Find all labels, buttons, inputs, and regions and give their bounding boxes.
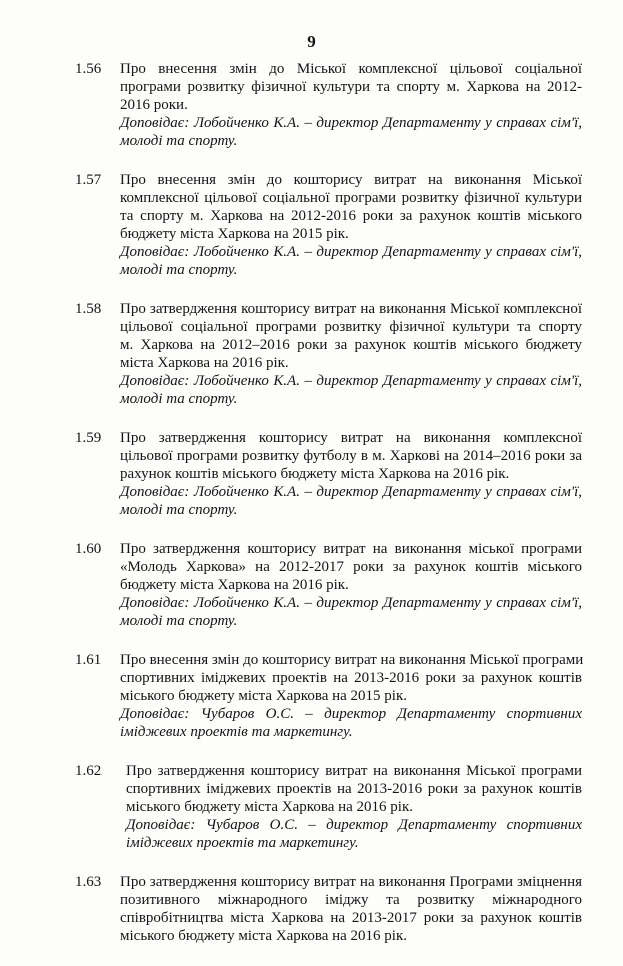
- item-body: [120, 540, 582, 630]
- item-number: 1.61: [75, 652, 102, 668]
- item-text-line: співробітництва міста Харкова на 2013-2017 роки за рахунок коштів: [120, 910, 582, 926]
- agenda-item-1-62: [0, 762, 623, 852]
- agenda-item-1-61: [0, 651, 623, 741]
- speaker-line: Доповідає: Лобойченко К.А. – директор Департаменту у справах сім'ї,: [120, 115, 582, 131]
- item-text-line: та спорту м. Харкова на 2012-2016 роки за рахунок коштів міського: [120, 208, 582, 224]
- item-body: [126, 762, 582, 852]
- speaker-line: Доповідає: Лобойченко К.А. – директор Департаменту у справах сім'ї,: [120, 244, 582, 260]
- item-number: 1.63: [75, 874, 102, 890]
- speaker-line: Доповідає: Лобойченко К.А. – директор Департаменту у справах сім'ї,: [120, 484, 582, 500]
- item-text-line: Про затвердження кошторису витрат на виконання міської програми: [120, 541, 582, 557]
- item-body: [120, 60, 582, 150]
- item-text-line: бюджету міста Харкова на 2016 рік.: [120, 577, 349, 593]
- item-text-line: спортивних іміджевих проектів на 2013-2016 роки за рахунок коштів: [120, 670, 582, 686]
- item-text-line: рахунок коштів міського бюджету міста Харкова на 2016 рік.: [120, 466, 510, 482]
- item-text-line: міського бюджету міста Харкова на 2015 рік.: [120, 688, 408, 704]
- item-body: [120, 300, 582, 408]
- speaker-line: молоді та спорту.: [120, 262, 238, 278]
- item-text-line: бюджету міста Харкова на 2015 рік.: [120, 226, 349, 242]
- item-body: [120, 171, 582, 279]
- speaker-line: Доповідає: Лобойченко К.А. – директор Департаменту у справах сім'ї,: [120, 595, 582, 611]
- agenda-item-1-59: [0, 429, 623, 519]
- item-text-line: Про затвердження кошторису витрат на виконання Міської програми: [126, 763, 582, 779]
- item-body: [120, 429, 582, 519]
- speaker-line: Доповідає: Чубаров О.С. – директор Департаменту спортивних: [126, 817, 582, 833]
- item-number: 1.59: [75, 430, 102, 446]
- item-number: 1.62: [75, 763, 102, 779]
- agenda-item-1-63: [0, 873, 623, 945]
- agenda-item-1-60: [0, 540, 623, 630]
- speaker-line: молоді та спорту.: [120, 133, 238, 149]
- item-text-line: 2016 роки.: [120, 97, 188, 113]
- agenda-list: [0, 60, 623, 966]
- speaker-line: молоді та спорту.: [120, 613, 238, 629]
- speaker-line: Доповідає: Чубаров О.С. – директор Департаменту спортивних: [120, 706, 582, 722]
- item-body: [120, 873, 582, 945]
- item-number: 1.56: [75, 61, 102, 77]
- item-text-line: Про внесення змін до кошторису витрат на виконання Міської програми: [120, 652, 584, 668]
- item-text-line: міста Харкова на 2016 рік.: [120, 355, 289, 371]
- agenda-item-1-56: [0, 60, 623, 150]
- speaker-line: молоді та спорту.: [120, 391, 238, 407]
- speaker-line: іміджевих проектів та маркетингу.: [126, 835, 359, 851]
- item-text-line: Про затвердження кошторису витрат на виконання Програми зміцнення: [120, 874, 582, 890]
- item-number: 1.60: [75, 541, 102, 557]
- item-text-line: програми розвитку фізичної культури та спорту м. Харкова на 2012-: [120, 79, 582, 95]
- item-text-line: міського бюджету міста Харкова на 2016 рік.: [126, 799, 414, 815]
- item-text-line: цільової соціальної програми розвитку фізичної культури та спорту: [120, 319, 582, 335]
- item-text-line: Про внесення змін до кошторису витрат на виконання Міської: [120, 172, 582, 188]
- item-text-line: Про затвердження кошторису витрат на виконання комплексної: [120, 430, 582, 446]
- item-text-line: комплексної цільової соціальної програми розвитку фізичної культури: [120, 190, 582, 206]
- speaker-line: Доповідає: Лобойченко К.А. – директор Департаменту у справах сім'ї,: [120, 373, 582, 389]
- item-text-line: цільової програми розвитку футболу в м. Харкові на 2014–2016 роки за: [120, 448, 582, 464]
- item-text-line: позитивного міжнародного іміджу та розвитку міжнародного: [120, 892, 582, 908]
- item-text-line: спортивних іміджевих проектів на 2013-2016 роки за рахунок коштів: [126, 781, 582, 797]
- speaker-line: молоді та спорту.: [120, 502, 238, 518]
- item-body: [120, 651, 582, 741]
- agenda-item-1-58: [0, 300, 623, 408]
- item-text-line: міського бюджету міста Харкова на 2016 рік.: [120, 928, 408, 944]
- page-number: 9: [307, 32, 316, 51]
- agenda-item-1-57: [0, 171, 623, 279]
- item-text-line: м. Харкова на 2012–2016 роки за рахунок коштів міського бюджету: [120, 337, 582, 353]
- item-number: 1.58: [75, 301, 102, 317]
- item-text-line: «Молодь Харкова» на 2012-2017 роки за рахунок коштів міського: [120, 559, 582, 575]
- item-text-line: Про затвердження кошторису витрат на виконання Міської комплексної: [120, 301, 582, 317]
- speaker-line: іміджевих проектів та маркетингу.: [120, 724, 353, 740]
- item-number: 1.57: [75, 172, 102, 188]
- item-text-line: Про внесення змін до Міської комплексної цільової соціальної: [120, 61, 582, 77]
